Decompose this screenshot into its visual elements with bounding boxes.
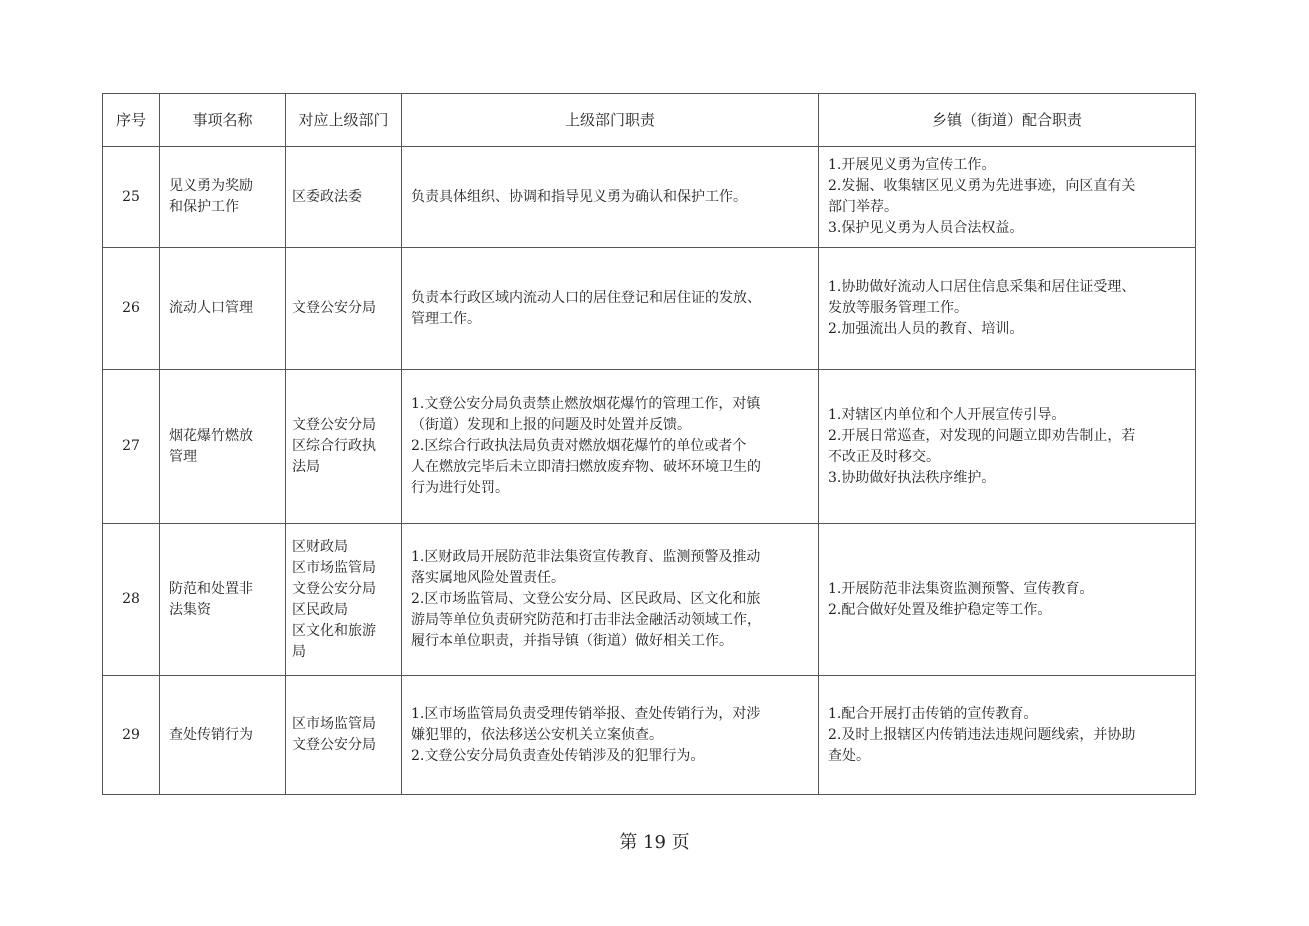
table-row (103, 524, 1196, 676)
dept-duty-line: 落实属地风险处置责任。 (411, 570, 565, 586)
dept-name-line: 文登公安分局 (292, 417, 376, 433)
dept-name-line: 局 (292, 643, 306, 660)
row-number: 26 (103, 248, 160, 370)
dept-name-line: 文登公安分局 (292, 737, 376, 753)
dept-duty-cell (402, 147, 819, 248)
dept-duty-line: 管理工作。 (411, 310, 481, 327)
coop-duty-line: 3.协助做好执法秩序维护。 (828, 469, 996, 486)
dept-duty-line: 履行本单位职责，并指导镇（街道）做好相关工作。 (411, 633, 733, 649)
coop-duty-cell (819, 370, 1196, 524)
dept-duty-line: 1.区财政局开展防范非法集资宣传教育、监测预警及推动 (411, 549, 761, 565)
dept-name-line: 区委政法委 (292, 188, 362, 205)
header-duty: 上级部门职责 (402, 94, 819, 147)
item-name-line: 见义勇为奖励 (169, 178, 253, 194)
dept-name-line: 区综合行政执 (292, 438, 376, 454)
table-row (103, 676, 1196, 795)
coop-duty-line: 2.配合做好处置及维护稳定等工作。 (828, 601, 1052, 618)
header-no: 序号 (103, 94, 160, 147)
coop-duty-cell (819, 248, 1196, 370)
coop-duty-line: 1.开展防范非法集资监测预警、宣传教育。 (828, 580, 1094, 597)
coop-duty-cell (819, 147, 1196, 248)
item-name-cell (160, 370, 286, 524)
dept-name-cell (286, 370, 402, 524)
dept-duty-line: 1.区市场监管局负责受理传销举报、查处传销行为，对涉 (411, 705, 761, 722)
dept-name-line: 区财政局 (292, 538, 348, 555)
coop-duty-line: 2.发掘、收集辖区见义勇为先进事迹，向区直有关 (828, 178, 1136, 194)
header-item: 事项名称 (160, 94, 286, 147)
dept-name-line: 区文化和旅游 (292, 622, 376, 639)
header-coop: 乡镇（街道）配合职责 (819, 94, 1196, 147)
header-dept: 对应上级部门 (286, 94, 402, 147)
dept-duty-line: 1.文登公安分局负责禁止燃放烟花爆竹的管理工作，对镇 (411, 396, 761, 412)
dept-name-line: 文登公安分局 (292, 300, 376, 316)
row-number: 29 (103, 676, 160, 795)
dept-name-line: 区市场监管局 (292, 716, 376, 732)
coop-duty-line: 1.配合开展打击传销的宣传教育。 (828, 705, 1038, 722)
dept-duty-cell (402, 248, 819, 370)
dept-duty-line: 负责具体组织、协调和指导见义勇为确认和保护工作。 (411, 188, 747, 205)
dept-duty-line: 人在燃放完毕后未立即清扫燃放废弃物、破坏环境卫生的 (411, 459, 761, 475)
item-name-cell (160, 147, 286, 248)
coop-duty-line: 2.开展日常巡查，对发现的问题立即劝告制止，若 (828, 427, 1136, 444)
table-row (103, 147, 1196, 248)
dept-duty-line: 游局等单位负责研究防范和打击非法金融活动领域工作， (411, 612, 761, 628)
header-row (103, 94, 1196, 147)
coop-duty-line: 不改正及时移交。 (828, 448, 940, 465)
coop-duty-line: 1.开展见义勇为宣传工作。 (828, 157, 996, 173)
item-name-line: 管理 (169, 448, 197, 465)
item-name-line: 法集资 (169, 601, 211, 618)
coop-duty-line: 2.加强流出人员的教育、培训。 (828, 321, 1024, 337)
dept-duty-cell (402, 676, 819, 795)
dept-name-line: 区市场监管局 (292, 559, 376, 576)
dept-duty-cell (402, 524, 819, 676)
table-row (103, 248, 1196, 370)
coop-duty-line: 2.及时上报辖区内传销违法违规问题线索，并协助 (828, 726, 1136, 743)
dept-duty-line: 2.区市场监管局、文登公安分局、区民政局、区文化和旅 (411, 591, 761, 607)
coop-duty-line: 1.对辖区内单位和个人开展宣传引导。 (828, 406, 1066, 423)
dept-duty-cell (402, 370, 819, 524)
duty-table (102, 93, 1196, 795)
coop-duty-line: 查处。 (828, 747, 870, 764)
item-name-line: 防范和处置非 (169, 580, 253, 597)
dept-name-cell (286, 524, 402, 676)
coop-duty-cell (819, 676, 1196, 795)
item-name-cell (160, 524, 286, 676)
page-number: 第 19 页 (619, 832, 690, 853)
row-number: 28 (103, 524, 160, 676)
coop-duty-line: 部门举荐。 (828, 199, 898, 215)
dept-duty-line: 负责本行政区域内流动人口的居住登记和居住证的发放、 (411, 289, 761, 306)
dept-duty-line: （街道）发现和上报的问题及时处置并反馈。 (411, 417, 691, 433)
item-name-cell (160, 676, 286, 795)
dept-name-cell (286, 676, 402, 795)
coop-duty-cell (819, 524, 1196, 676)
item-name-line: 查处传销行为 (169, 726, 253, 743)
item-name-line: 烟花爆竹燃放 (169, 427, 253, 444)
item-name-line: 和保护工作 (169, 199, 239, 215)
item-name-line: 流动人口管理 (169, 300, 253, 316)
dept-name-cell (286, 147, 402, 248)
dept-duty-line: 2.区综合行政执法局负责对燃放烟花爆竹的单位或者个 (411, 438, 747, 454)
dept-name-cell (286, 248, 402, 370)
dept-duty-line: 行为进行处罚。 (411, 480, 509, 496)
item-name-cell (160, 248, 286, 370)
dept-name-line: 区民政局 (292, 601, 348, 618)
dept-name-line: 法局 (292, 459, 320, 475)
row-number: 25 (103, 147, 160, 248)
dept-name-line: 文登公安分局 (292, 580, 376, 597)
dept-duty-line: 嫌犯罪的，依法移送公安机关立案侦查。 (411, 726, 663, 743)
coop-duty-line: 1.协助做好流动人口居住信息采集和居住证受理、 (828, 279, 1136, 295)
table-row (103, 370, 1196, 524)
dept-duty-line: 2.文登公安分局负责查处传销涉及的犯罪行为。 (411, 747, 705, 764)
coop-duty-line: 3.保护见义勇为人员合法权益。 (828, 220, 1024, 236)
row-number: 27 (103, 370, 160, 524)
coop-duty-line: 发放等服务管理工作。 (828, 300, 968, 316)
